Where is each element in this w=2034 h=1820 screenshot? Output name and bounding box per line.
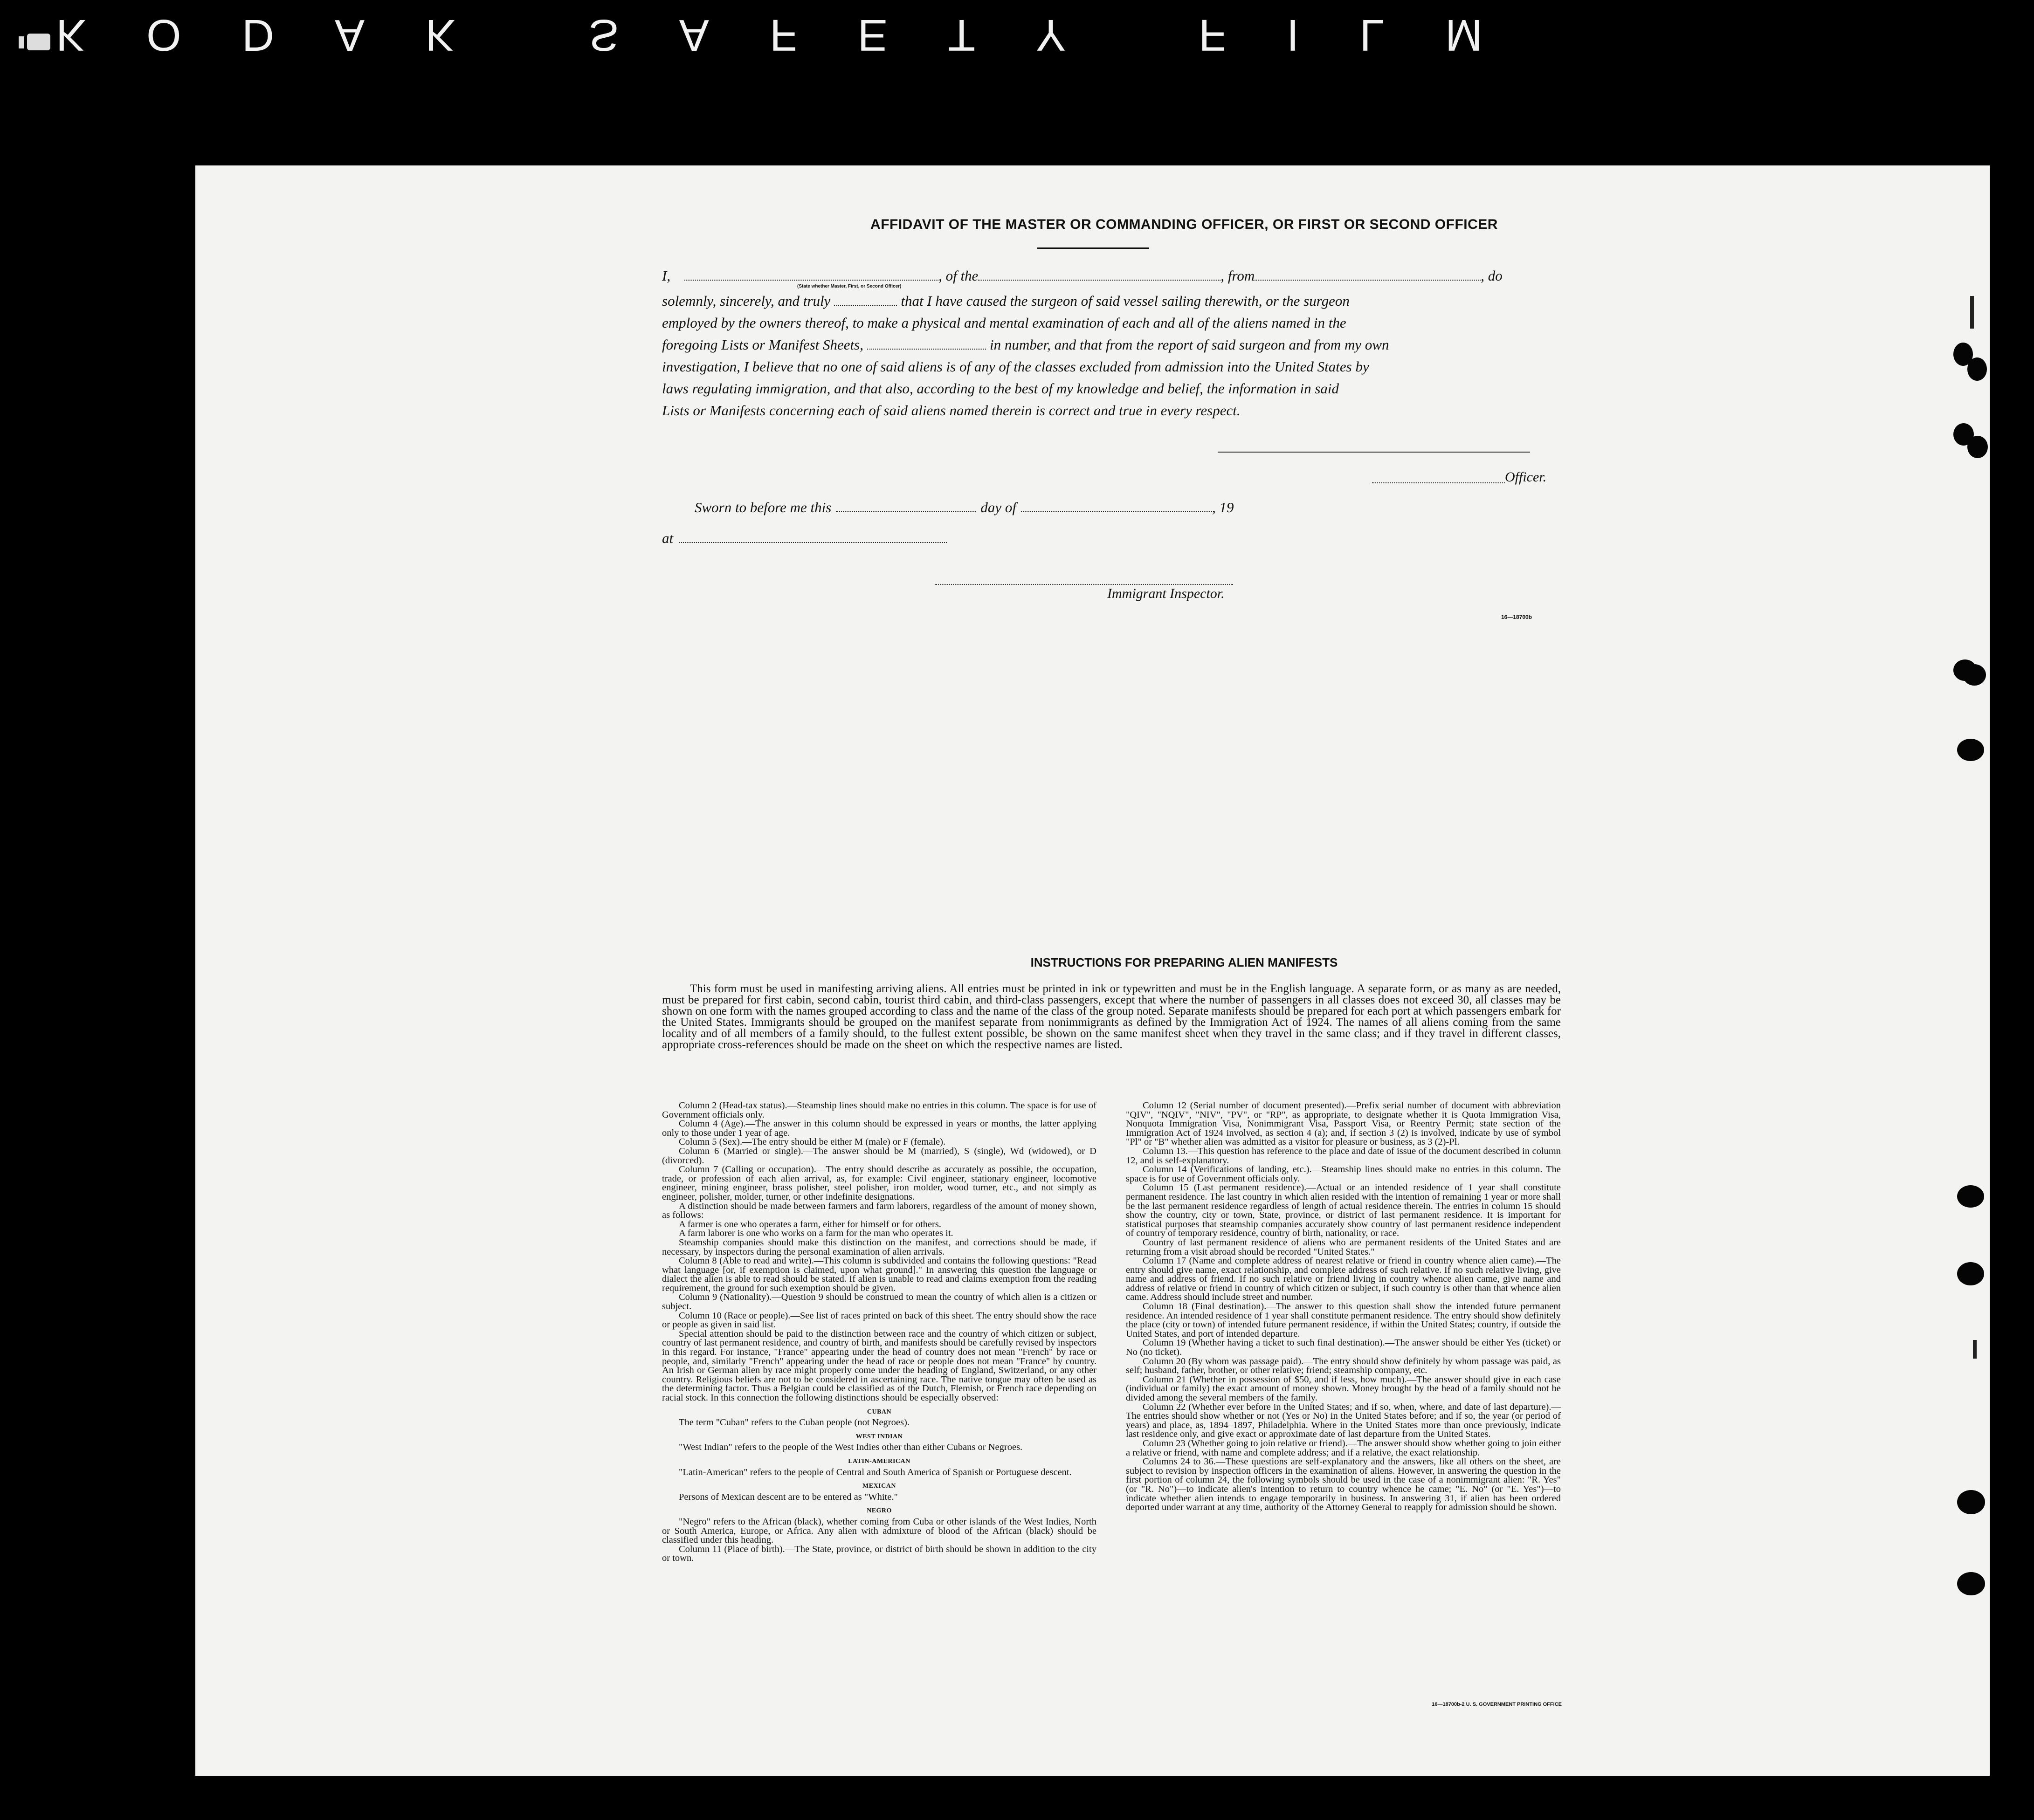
affidavit-i: I, — [662, 268, 671, 284]
instructions-intro: This form must be used in manifesting arriving aliens. All entries must be printed in ink or typewritten and must be in the English language. A separate form, or as many as are needed, must be prepared for first cabin, second cabin, tourist third cabin, and third-class passengers, except that where the number of passengers in all classes does not exceed 30, all classes may be shown on one form with the names grouped according to class and the name of the class of the group noted. Separate manifests should be prepared for each port at which passengers embark for the United States. Immigrants should be grouped on the manifest separate from nonimmigrants as defined by the Immigration Act of 1924. The names of all aliens coming from the same locality and of all members of a family should, to the fullest extent possible, be shown on the same manifest sheet when they travel in the same class; and if they travel in different classes, appropriate cross-references should be made on the sheet on which the respective names are listed. — [662, 982, 1561, 1051]
column-11-text: Column 11 (Place of birth).—The State, province, or district of birth should be shown in addition to the city or town. — [662, 1544, 1096, 1564]
affidavit-from: , from — [1220, 268, 1255, 284]
instruction-paragraph: Column 5 (Sex).—The entry should be either M (male) or F (female). — [679, 1137, 946, 1147]
day-of-label: day of — [980, 499, 1016, 515]
instruction-paragraph: Column 15 (Last permanent residence).—Actual or an intended residence of 1 year shall constitute permanent residence. The last country in which alien resided with the intention of remaining 1 year or more shall be the last permanent residence regardless of length of actual residence therein. The entries in column 15 should show the country, city or town, State, province, or district of last permanent residence. It is important for statistical purposes that steamship companies accurately show country of last permanent residence independent of country of temporary residence, country of birth, nationality, or race. — [1126, 1182, 1561, 1239]
instruction-paragraph: Column 23 (Whether going to join relative or friend).—The answer should show whether going to join either a relative or friend, with name and complete address; and if a relative, the exact relationship. — [1126, 1438, 1561, 1458]
sworn-label: Sworn to before me this — [695, 499, 832, 515]
instructions-left-column — [662, 1101, 1096, 1563]
affidavit-line-3: employed by the owners thereof, to make a physical and mental examination of each and all of the aliens named in the — [662, 315, 1346, 331]
port-from-field[interactable] — [1255, 268, 1481, 281]
state-whether-note: (State whether Master, First, or Second Officer) — [797, 284, 902, 289]
cuban-text: The term "Cuban" refers to the Cuban people (not Negroes). — [679, 1417, 910, 1428]
instruction-paragraph: Column 14 (Verifications of landing, etc.).—Steamship lines should make no entries in this column. The space is for use of Government officials only. — [1126, 1164, 1561, 1184]
negro-heading: NEGRO — [867, 1507, 892, 1515]
sworn-line — [695, 496, 1234, 518]
sheet-count-field[interactable] — [867, 337, 986, 350]
mexican-heading: MEXICAN — [862, 1483, 896, 1490]
punch-hole — [1957, 1185, 1984, 1208]
officer-rank-field[interactable] — [684, 268, 938, 281]
film-edge-text: KODAK SAFETY FILM — [56, 10, 1543, 60]
instruction-paragraph: Column 12 (Serial number of document presented).—Prefix serial number of document with abbreviation "QIV", "NQIV", "NIV", "PV", or "RP", as appropriate, to designate whether it is Quota Immigration Visa, Nonquota Immigration Visa, Nonimmigrant Visa, Passport Visa, or Reentry Permit; state section of the Immigration Act of 1924 involved, as section 4 (a); and, if section 3 (2) is involved, indicate by use of symbol "Pl" or "B" whether alien was admitted as a visitor for pleasure or business, as 3 (2)-Pl. — [1126, 1100, 1561, 1147]
punch-hole — [1967, 357, 1987, 381]
instruction-paragraph: A distinction should be made between farmers and farm laborers, regardless of the amount of money shown, as follows: — [662, 1201, 1096, 1221]
instruction-paragraph: A farmer is one who operates a farm, either for himself or for others. — [679, 1219, 941, 1229]
inspector-label: Immigrant Inspector. — [1107, 586, 1225, 601]
punch-hole — [1967, 436, 1988, 458]
instruction-paragraph: A farm laborer is one who works on a farm for the man who operates it. — [679, 1228, 953, 1239]
instruction-paragraph: Column 18 (Final destination).—The answer to this question shall show the intended future permanent residence. An intended residence of 1 year shall constitute permanent residence. The entry should show definitely the place (city or town) of intended future permanent residence, if within the United States; country, if outside the United States, and port of intended departure. — [1126, 1301, 1561, 1339]
punch-hole — [1957, 739, 1984, 761]
affidavit-line-2 — [662, 290, 1350, 312]
affidavit-text: foregoing Lists or Manifest Sheets, — [662, 337, 863, 353]
affidavit-text: in number, and that from the report of said surgeon and from my own — [990, 337, 1389, 353]
latin-american-heading: LATIN-AMERICAN — [848, 1457, 910, 1465]
punch-hole — [1957, 1490, 1985, 1514]
instructions-right-column — [1126, 1101, 1561, 1512]
instruction-paragraph: Column 17 (Name and complete address of nearest relative or friend in country whence alien came).—The entry should give name, exact relationship, and complete address of such relative. If no such relative living, give name and address of friend. If no such relative or friend living in country whence alien came, give name and address of relative or friend in country of which citizen or subject, if such country is other than that whence alien came. Address should include street and number. — [1126, 1256, 1561, 1303]
sworn-place-field[interactable] — [679, 531, 947, 543]
officer-title-line[interactable] — [1372, 482, 1505, 483]
instruction-paragraph: Column 13.—This question has reference to the place and date of issue of the document described in column 12, and is self-explanatory. — [1126, 1146, 1561, 1166]
vessel-name-field[interactable] — [978, 268, 1220, 281]
year-label: , 19 — [1212, 499, 1234, 515]
officer-label: Officer. — [1505, 469, 1547, 485]
instruction-paragraph: Column 2 (Head-tax status).—Steamship lines should make no entries in this column. The space is for use of Government officials only. — [662, 1100, 1096, 1120]
west-indian-heading: WEST INDIAN — [855, 1433, 903, 1440]
instruction-paragraph: Country of last permanent residence of aliens who are permanent residents of the United States and are returning from a visit abroad should be recorded "United States." — [1126, 1237, 1561, 1257]
negro-text: "Negro" refers to the African (black), whether coming from Cuba or other islands of the West Indies, North or South America, Europe, or Africa. Any alien with admixture of blood of the African (black) should be classified under this heading. — [662, 1516, 1096, 1545]
form-code: 16—18700b — [1501, 614, 1532, 620]
title-rule — [1037, 247, 1149, 249]
instruction-paragraph: Column 22 (Whether ever before in the United States; and if so, when, where, and date of last departure).—The entries should show whether or not (Yes or No) in the United States before; and if so, the year (or period of years) and place, as, 1894–1897, Philadelphia. Where in the United States more than once previously, indicate last residence only, and give exact or approximate date of last departure from the United States. — [1126, 1401, 1561, 1440]
cuban-heading: CUBAN — [867, 1408, 892, 1415]
affidavit-line-7: Lists or Manifests concerning each of said aliens named therein is correct and true in every respect. — [662, 402, 1241, 419]
mexican-text: Persons of Mexican descent are to be entered as "White." — [679, 1491, 898, 1502]
instruction-paragraph: Column 10 (Race or people).—See list of races printed on back of this sheet. The entry should show the race or people as given in said list. — [662, 1310, 1096, 1330]
film-edge — [0, 0, 2034, 84]
instruction-paragraph: Column 8 (Able to read and write).—This column is subdivided and contains the following questions: "Read what language [or, if exemption is claimed, upon what ground]." In answering this question the language or dialect the alien is able to read should be stated. If alien is unable to read and claims exemption from the reading requirement, the ground for such exemption should be given. — [662, 1256, 1096, 1293]
affidavit-line-6: laws regulating immigration, and that also, according to the best of my knowledge and belief, the information in said — [662, 380, 1339, 397]
film-edge-mark — [14, 28, 56, 56]
punch-hole — [1957, 1262, 1984, 1285]
punch-hole — [1963, 664, 1986, 686]
truly-field[interactable] — [834, 294, 897, 306]
affidavit-of-the: , of the — [938, 268, 979, 284]
instruction-paragraph: Columns 24 to 36.—These questions are self-explanatory and the answers, like all others on the sheet, are subject to revision by inspection officers in the examination of aliens. However, in answering the question in the first portion of column 24, the following symbols should be used in the case of a nonimmigrant alien: "R. Yes" (or "R. No")—to indicate alien's intention to return to country whence he came; "E. No" (or "E. Yes")—to indicate whether alien intends to engage temporarily in business. In answering 31, if alien has been ordered deported under warrant at any time, authority of the Attorney General to reapply for admission should be shown. — [1126, 1456, 1561, 1513]
instruction-paragraph: Column 4 (Age).—The answer in this column should be expressed in years or months, the latter applying only to those under 1 year of age. — [662, 1119, 1096, 1138]
printing-office-code: 16—18700b-2 U. S. GOVERNMENT PRINTING OFFICE — [1432, 1702, 1562, 1707]
instruction-paragraph: Special attention should be paid to the distinction between race and the country of which citizen or subject, country of last permanent residence, and country of birth, and manifests should be carefully revised by inspectors in this regard. For instance, "France" appearing under the head of country does not mean "French" by race or people, and, similarly "French" appearing under the head of race or people does not mean "France" by country. An Irish or German alien by race might properly come under the heading of England, Switzerland, or any other country. Religious beliefs are not to be considered in ascertaining race. The native tongue may often be used as the determining factor. Thus a Belgian could be classified as of the Dutch, Flemish, or French race depending on racial stock. In this connection the following distinctions should be especially observed: — [662, 1328, 1096, 1403]
instruction-paragraph: Column 20 (By whom was passage paid).—The entry should show definitely by whom passage was paid, as self; husband, father, brother, or other relative; friend; steamship company, etc. — [1126, 1356, 1561, 1376]
instruction-paragraph: Column 21 (Whether in possession of $50, and if less, how much).—The answer should give in each case (individual or family) the exact amount of money shown. Money brought by the head of a family should not be divided among the several members of the family. — [1126, 1374, 1561, 1403]
instruction-paragraph: Column 6 (Married or single).—The answer should be M (married), S (single), Wd (widowed), or D (divorced). — [662, 1146, 1096, 1166]
affidavit-text: solemnly, sincerely, and truly — [662, 293, 831, 309]
punch-hole — [1957, 1572, 1985, 1595]
affidavit-title: AFFIDAVIT OF THE MASTER OR COMMANDING OFFICER, OR FIRST OR SECOND OFFICER — [870, 217, 1498, 232]
inspector-signature-line[interactable] — [935, 584, 1233, 585]
sworn-month-field[interactable] — [1021, 500, 1212, 512]
affidavit-line-5: investigation, I believe that no one of said aliens is of any of the classes excluded from admission into the United States by — [662, 358, 1369, 375]
instruction-paragraph: Column 19 (Whether having a ticket to such final destination).—The answer should be either Yes (ticket) or No (no ticket). — [1126, 1338, 1561, 1358]
edge-mark — [1970, 296, 1974, 329]
instructions-title: INSTRUCTIONS FOR PREPARING ALIEN MANIFESTS — [1030, 955, 1338, 969]
edge-mark — [1973, 1340, 1977, 1359]
instruction-paragraph: Steamship companies should make this distinction on the manifest, and corrections should be made, if necessary, by inspectors during the personal examination of alien arrivals. — [662, 1237, 1096, 1257]
affidavit-text: that I have caused the surgeon of said vessel sailing therewith, or the surgeon — [901, 293, 1350, 309]
instruction-paragraph: Column 9 (Nationality).—Question 9 should be construed to mean the country of which alien is a citizen or subject. — [662, 1292, 1096, 1312]
instruction-paragraph: Column 7 (Calling or occupation).—The entry should describe as accurately as possible, the occupation, trade, or profession of each alien arrival, as, for example: Civil engineer, stationary engineer, locomotive engineer, mining engineer, brass polisher, steel polisher, iron molder, wood turner, etc., and not simply as engineer, polisher, molder, turner, or other indefinite designations. — [662, 1164, 1096, 1202]
west-indian-text: "West Indian" refers to the people of the West Indies other than either Cubans or Negroes. — [679, 1442, 1023, 1453]
officer-signature-line[interactable] — [1218, 452, 1530, 453]
latin-american-text: "Latin-American" refers to the people of Central and South America of Spanish or Portuguese descent. — [679, 1467, 1072, 1477]
affidavit-do: , do — [1481, 268, 1503, 284]
affidavit-line-1 — [662, 265, 1503, 287]
sworn-day-field[interactable] — [836, 500, 976, 512]
document-sheet — [195, 165, 1990, 1776]
affidavit-line-4 — [662, 334, 1389, 356]
at-line — [662, 527, 947, 549]
at-label: at — [662, 530, 674, 546]
